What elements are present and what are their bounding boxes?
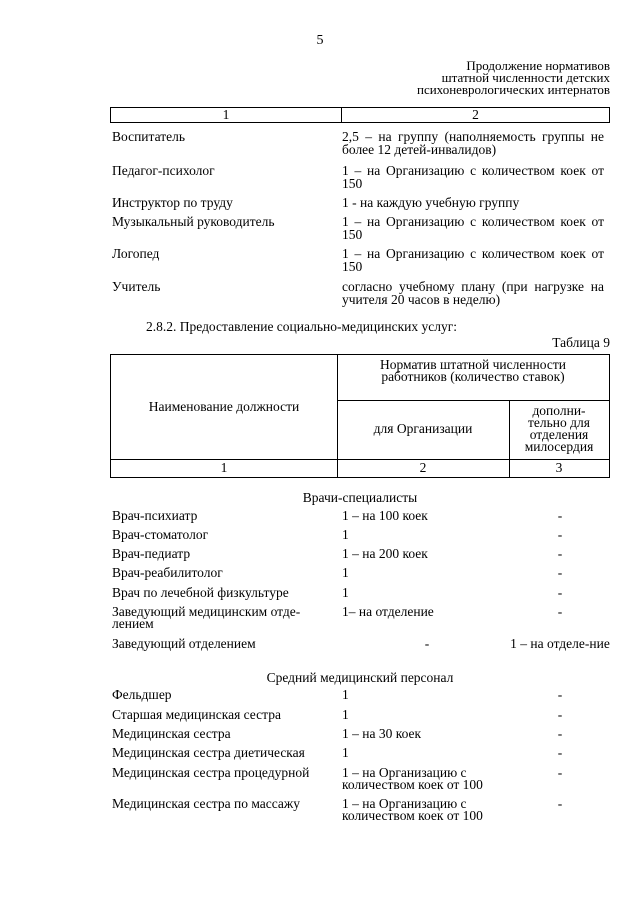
- table-header: [110, 107, 610, 123]
- page-number: 5: [316, 33, 324, 48]
- position-name: Медицинская сестра: [112, 726, 231, 741]
- norm-organization: 1 – на Организацию с количеством коек от 100: [342, 796, 483, 823]
- continuation-line: психоневрологических интернатов: [417, 82, 610, 97]
- column-position-name: Наименование должности: [148, 399, 300, 414]
- column-for-organization: для Организации: [373, 421, 473, 436]
- column-number-2: 2: [341, 108, 609, 122]
- position-name: Инструктор по труду: [112, 195, 233, 210]
- position-name: Логопед: [112, 246, 160, 261]
- table-label: Таблица 9: [552, 335, 610, 350]
- norm-organization: 1: [342, 585, 349, 600]
- group-title: Врачи-специалисты: [302, 490, 418, 505]
- position-name: Учитель: [112, 279, 161, 294]
- position-name: Фельдшер: [112, 687, 172, 702]
- position-norm: 2,5 – на группу (наполняемость группы не более 12 детей-инвалидов): [342, 129, 604, 157]
- norm-organization: 1: [342, 707, 349, 722]
- position-norm: 1 - на каждую учебную группу: [342, 195, 520, 210]
- norm-extra: -: [557, 765, 563, 780]
- continuation-note: [417, 60, 610, 96]
- norm-organization: 1 – на Организацию с количеством коек от 100: [342, 765, 483, 792]
- position-norm: 1 – на Организацию с количеством коек от 150: [342, 163, 604, 191]
- position-name: Медицинская сестра диетическая: [112, 745, 305, 760]
- position-norm: согласно учебному плану (при нагрузке на учителя 20 часов в неделю): [342, 279, 604, 307]
- group-title: Средний медицинский персонал: [266, 670, 454, 685]
- norm-extra: -: [557, 546, 563, 561]
- position-name: Врач-психиатр: [112, 508, 198, 523]
- continuation-line: штатной численности детских: [441, 70, 610, 85]
- norm-organization: 1 – на 200 коек: [342, 546, 428, 561]
- norm-organization: 1: [342, 565, 349, 580]
- column-number-1: 1: [222, 107, 230, 122]
- position-norm: 1 – на Организацию с количеством коек от 150: [342, 246, 604, 274]
- position-name: Педагог-психолог: [112, 163, 215, 178]
- norm-extra: -: [557, 726, 563, 741]
- section-title: 2.8.2. Предоставление социально-медицинских услуг:: [146, 319, 458, 334]
- norm-extra: 1 – на отделе-ние: [510, 636, 610, 651]
- norm-extra: -: [557, 604, 563, 619]
- norm-organization: -: [424, 636, 430, 651]
- column-norm: Норматив штатной численности работников (количество ставок): [380, 357, 566, 384]
- norm-organization: 1: [342, 687, 349, 702]
- norm-extra: -: [557, 707, 563, 722]
- continuation-line: Продолжение нормативов: [466, 58, 610, 73]
- position-norm: 1 – на Организацию с количеством коек от 150: [342, 214, 604, 242]
- position-name: Медицинская сестра процедурной: [112, 765, 310, 780]
- norm-extra: -: [557, 585, 563, 600]
- norm-extra: -: [557, 565, 563, 580]
- norm-organization: 1– на отделение: [342, 604, 434, 619]
- position-name: Заведующий медицинским отде-лением: [112, 604, 301, 631]
- position-name: Музыкальный руководитель: [112, 214, 275, 229]
- position-name: Врач-стоматолог: [112, 527, 209, 542]
- norm-organization: 1: [342, 745, 349, 760]
- norm-extra: -: [557, 745, 563, 760]
- norm-extra: -: [557, 796, 563, 811]
- position-name: Старшая медицинская сестра: [112, 707, 281, 722]
- norm-extra: -: [557, 687, 563, 702]
- norm-organization: 1: [342, 527, 349, 542]
- norm-extra: -: [557, 527, 563, 542]
- norm-extra: -: [557, 508, 563, 523]
- column-number-2: 2: [419, 460, 427, 475]
- position-name: Воспитатель: [112, 129, 186, 144]
- position-name: Врач-реабилитолог: [112, 565, 223, 580]
- position-name: Медицинская сестра по массажу: [112, 796, 300, 811]
- column-number-3: 3: [555, 460, 563, 475]
- position-name: Врач по лечебной физкультуре: [112, 585, 289, 600]
- position-name: Заведующий отделением: [112, 636, 256, 651]
- norm-organization: 1 – на 100 коек: [342, 508, 428, 523]
- column-extra-mercy-dept: дополни-тельно для отделения милосердия: [524, 403, 594, 454]
- norm-organization: 1 – на 30 коек: [342, 726, 422, 741]
- position-name: Врач-педиатр: [112, 546, 191, 561]
- table9-header: [110, 354, 610, 478]
- column-number-1: 1: [220, 460, 228, 475]
